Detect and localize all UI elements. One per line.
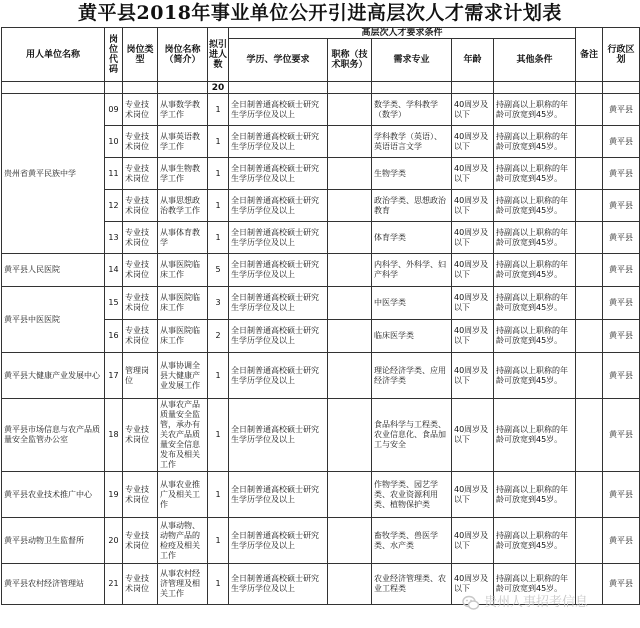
post-code-cell: 19	[105, 472, 123, 518]
title-req-cell	[328, 190, 372, 222]
other-cell: 持副高以上职称的年龄可放宽到45岁。	[494, 190, 576, 222]
remark-cell	[576, 222, 603, 254]
table-row	[2, 399, 640, 472]
recruitment-table	[1, 27, 640, 605]
education-cell: 全日制普通高校硕士研究生学历学位及以上	[229, 158, 328, 190]
remark-cell	[576, 126, 603, 158]
age-cell: 40周岁及以下	[452, 126, 494, 158]
title-req-cell	[328, 287, 372, 320]
major-cell: 中医学类	[372, 287, 452, 320]
post-category-cell: 专业技术岗位	[123, 254, 158, 287]
post-name-cell: 从事英语教学工作	[158, 126, 208, 158]
major-cell: 学科教学（英语）、英语语言文学	[372, 126, 452, 158]
post-name-cell: 从事思想政治教学工作	[158, 190, 208, 222]
remark-cell	[576, 158, 603, 190]
other-cell: 持副高以上职称的年龄可放宽到45岁。	[494, 94, 576, 126]
unit-name-cell: 黄平县农村经济管理站	[2, 564, 105, 605]
header-code: 岗位代码	[105, 28, 123, 82]
title-req-cell	[328, 472, 372, 518]
district-cell: 黄平县	[603, 472, 640, 518]
post-category-cell: 管理岗位	[123, 353, 158, 399]
header-conditions-group: 高层次人才要求条件	[229, 28, 576, 39]
unit-name-cell: 贵州省黄平民族中学	[2, 94, 105, 254]
table-row	[2, 518, 640, 564]
header-remark: 备注	[576, 28, 603, 82]
title-req-cell	[328, 564, 372, 605]
education-cell: 全日制普通高校硕士研究生学历学位及以上	[229, 126, 328, 158]
remark-cell	[576, 190, 603, 222]
age-cell: 40周岁及以下	[452, 564, 494, 605]
other-cell: 持副高以上职称的年龄可放宽到45岁。	[494, 222, 576, 254]
post-code-cell: 10	[105, 126, 123, 158]
post-category-cell: 专业技术岗位	[123, 564, 158, 605]
header-major: 需求专业	[372, 39, 452, 82]
post-code-cell: 14	[105, 254, 123, 287]
table-row	[2, 472, 640, 518]
header-category: 岗位类型	[123, 28, 158, 82]
education-cell: 全日制普通高校硕士研究生学历学位及以上	[229, 320, 328, 353]
post-name-cell: 从事农村经济管理及相关工作	[158, 564, 208, 605]
title-req-cell	[328, 94, 372, 126]
post-category-cell: 专业技术岗位	[123, 472, 158, 518]
remark-cell	[576, 564, 603, 605]
post-category-cell: 专业技术岗位	[123, 222, 158, 254]
post-code-cell: 20	[105, 518, 123, 564]
table-row	[2, 564, 640, 605]
post-code-cell: 21	[105, 564, 123, 605]
header-education: 学历、学位要求	[229, 39, 328, 82]
education-cell: 全日制普通高校硕士研究生学历学位及以上	[229, 222, 328, 254]
other-cell: 持副高以上职称的年龄可放宽到45岁。	[494, 564, 576, 605]
quota-cell: 5	[208, 254, 229, 287]
table-row	[2, 287, 640, 320]
post-code-cell: 09	[105, 94, 123, 126]
table-row	[2, 94, 640, 126]
title-req-cell	[328, 320, 372, 353]
education-cell: 全日制普通高校硕士研究生学历学位及以上	[229, 399, 328, 472]
post-category-cell: 专业技术岗位	[123, 126, 158, 158]
remark-cell	[576, 472, 603, 518]
post-name-cell: 从事协调全县大健康产业发展工作	[158, 353, 208, 399]
district-cell: 黄平县	[603, 94, 640, 126]
header-quota: 拟引进人数	[208, 28, 229, 82]
district-cell: 黄平县	[603, 353, 640, 399]
post-category-cell: 专业技术岗位	[123, 94, 158, 126]
major-cell: 理论经济学类、应用经济学类	[372, 353, 452, 399]
table-row	[2, 353, 640, 399]
post-code-cell: 13	[105, 222, 123, 254]
quota-cell: 1	[208, 126, 229, 158]
age-cell: 40周岁及以下	[452, 399, 494, 472]
post-code-cell: 12	[105, 190, 123, 222]
other-cell: 持副高以上职称的年龄可放宽到45岁。	[494, 472, 576, 518]
age-cell: 40周岁及以下	[452, 353, 494, 399]
table-row	[2, 254, 640, 287]
post-category-cell: 专业技术岗位	[123, 287, 158, 320]
header-other: 其他条件	[494, 39, 576, 82]
major-cell: 作物学类、园艺学类、农业资源利用类、植物保护类	[372, 472, 452, 518]
education-cell: 全日制普通高校硕士研究生学历学位及以上	[229, 94, 328, 126]
education-cell: 全日制普通高校硕士研究生学历学位及以上	[229, 472, 328, 518]
title-req-cell	[328, 399, 372, 472]
remark-cell	[576, 399, 603, 472]
major-cell: 政治学类、思想政治教育	[372, 190, 452, 222]
quota-cell: 1	[208, 190, 229, 222]
education-cell: 全日制普通高校硕士研究生学历学位及以上	[229, 254, 328, 287]
header-post-name: 岗位名称（简介）	[158, 28, 208, 82]
header-district: 行政区划	[603, 28, 640, 82]
remark-cell	[576, 518, 603, 564]
district-cell: 黄平县	[603, 126, 640, 158]
major-cell: 数学类、学科教学（数学）	[372, 94, 452, 126]
major-cell: 农业经济管理类、农业工程类	[372, 564, 452, 605]
title-req-cell	[328, 158, 372, 190]
post-name-cell: 从事数学教学工作	[158, 94, 208, 126]
district-cell: 黄平县	[603, 518, 640, 564]
post-code-cell: 18	[105, 399, 123, 472]
age-cell: 40周岁及以下	[452, 518, 494, 564]
major-cell: 体育学类	[372, 222, 452, 254]
education-cell: 全日制普通高校硕士研究生学历学位及以上	[229, 353, 328, 399]
header-age: 年龄	[452, 39, 494, 82]
post-name-cell: 从事动物、动物产品的检疫及相关工作	[158, 518, 208, 564]
age-cell: 40周岁及以下	[452, 254, 494, 287]
district-cell: 黄平县	[603, 254, 640, 287]
other-cell: 持副高以上职称的年龄可放宽到45岁。	[494, 399, 576, 472]
post-code-cell: 11	[105, 158, 123, 190]
other-cell: 持副高以上职称的年龄可放宽到45岁。	[494, 320, 576, 353]
age-cell: 40周岁及以下	[452, 472, 494, 518]
other-cell: 持副高以上职称的年龄可放宽到45岁。	[494, 287, 576, 320]
remark-cell	[576, 94, 603, 126]
remark-cell	[576, 287, 603, 320]
remark-cell	[576, 353, 603, 399]
unit-name-cell: 黄平县大健康产业发展中心	[2, 353, 105, 399]
post-name-cell: 从事医院临床工作	[158, 254, 208, 287]
quota-cell: 1	[208, 564, 229, 605]
title-req-cell	[328, 518, 372, 564]
major-cell: 畜牧学类、兽医学类、水产类	[372, 518, 452, 564]
education-cell: 全日制普通高校硕士研究生学历学位及以上	[229, 564, 328, 605]
post-name-cell: 从事体育教学	[158, 222, 208, 254]
quota-cell: 1	[208, 399, 229, 472]
district-cell: 黄平县	[603, 190, 640, 222]
district-cell: 黄平县	[603, 287, 640, 320]
title-req-cell	[328, 353, 372, 399]
remark-cell	[576, 320, 603, 353]
district-cell: 黄平县	[603, 564, 640, 605]
title-req-cell	[328, 222, 372, 254]
district-cell: 黄平县	[603, 399, 640, 472]
major-cell: 生物学类	[372, 158, 452, 190]
remark-cell	[576, 254, 603, 287]
post-name-cell: 从事生物教学工作	[158, 158, 208, 190]
post-category-cell: 专业技术岗位	[123, 320, 158, 353]
post-code-cell: 16	[105, 320, 123, 353]
other-cell: 持副高以上职称的年龄可放宽到45岁。	[494, 353, 576, 399]
major-cell: 临床医学类	[372, 320, 452, 353]
education-cell: 全日制普通高校硕士研究生学历学位及以上	[229, 287, 328, 320]
post-category-cell: 专业技术岗位	[123, 399, 158, 472]
post-category-cell: 专业技术岗位	[123, 190, 158, 222]
other-cell: 持副高以上职称的年龄可放宽到45岁。	[494, 254, 576, 287]
quota-cell: 2	[208, 320, 229, 353]
district-cell: 黄平县	[603, 158, 640, 190]
post-category-cell: 专业技术岗位	[123, 518, 158, 564]
quota-cell: 1	[208, 472, 229, 518]
title-req-cell	[328, 126, 372, 158]
header-title-req: 职称（技术职务）	[328, 39, 372, 82]
post-name-cell: 从事医院临床工作	[158, 320, 208, 353]
quota-cell: 1	[208, 158, 229, 190]
header-unit: 用人单位名称	[2, 28, 105, 82]
post-category-cell: 专业技术岗位	[123, 158, 158, 190]
other-cell: 持副高以上职称的年龄可放宽到45岁。	[494, 126, 576, 158]
page-title: 黄平县2018年事业单位公开引进高层次人才需求计划表	[78, 2, 562, 24]
age-cell: 40周岁及以下	[452, 190, 494, 222]
other-cell: 持副高以上职称的年龄可放宽到45岁。	[494, 158, 576, 190]
district-cell: 黄平县	[603, 320, 640, 353]
age-cell: 40周岁及以下	[452, 287, 494, 320]
quota-cell: 3	[208, 287, 229, 320]
total-row	[2, 82, 640, 94]
age-cell: 40周岁及以下	[452, 94, 494, 126]
quota-cell: 1	[208, 518, 229, 564]
post-code-cell: 15	[105, 287, 123, 320]
age-cell: 40周岁及以下	[452, 222, 494, 254]
post-code-cell: 17	[105, 353, 123, 399]
other-cell: 持副高以上职称的年龄可放宽到45岁。	[494, 518, 576, 564]
unit-name-cell: 黄平县农业技术推广中心	[2, 472, 105, 518]
age-cell: 40周岁及以下	[452, 158, 494, 190]
post-name-cell: 从事医院临床工作	[158, 287, 208, 320]
education-cell: 全日制普通高校硕士研究生学历学位及以上	[229, 190, 328, 222]
unit-name-cell: 黄平县中医医院	[2, 287, 105, 353]
major-cell: 食品科学与工程类、农业信息化、食品加工与安全	[372, 399, 452, 472]
major-cell: 内科学、外科学、妇产科学	[372, 254, 452, 287]
title-req-cell	[328, 254, 372, 287]
quota-cell: 1	[208, 222, 229, 254]
post-name-cell: 从事农产品质量安全监管，承办有关农产品质量安全信息发布及相关工作	[158, 399, 208, 472]
district-cell: 黄平县	[603, 222, 640, 254]
age-cell: 40周岁及以下	[452, 320, 494, 353]
quota-cell: 1	[208, 353, 229, 399]
post-name-cell: 从事农业推广及相关工作	[158, 472, 208, 518]
unit-name-cell: 黄平县市场信息与农产品质量安全监管办公室	[2, 399, 105, 472]
unit-name-cell: 黄平县动物卫生监督所	[2, 518, 105, 564]
unit-name-cell: 黄平县人民医院	[2, 254, 105, 287]
total-quota: 20	[208, 82, 229, 94]
education-cell: 全日制普通高校硕士研究生学历学位及以上	[229, 518, 328, 564]
quota-cell: 1	[208, 94, 229, 126]
watermark-text: 贵州人事招考信息	[484, 595, 589, 610]
